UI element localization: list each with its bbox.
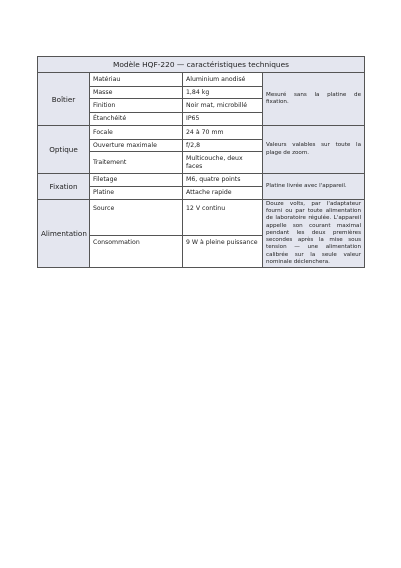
value-cell: f/2,8 (183, 140, 263, 152)
property-cell: Matériau (90, 73, 183, 87)
value-cell: 24 à 70 mm (183, 126, 263, 140)
value-cell: Multicouche, deux faces (183, 152, 263, 174)
value-cell: 12 V continu (183, 200, 263, 236)
table-title: Modèle HQF-220 — caractéristiques techniques (38, 57, 365, 73)
group-note-optique: Valeurs valables sur toute la plage de zoom. (263, 126, 365, 174)
group-note-boitier: Mesuré sans la platine de fixation. (263, 73, 365, 126)
property-cell: Finition (90, 99, 183, 113)
property-cell: Platine (90, 187, 183, 200)
table-row (38, 73, 365, 87)
property-cell: Focale (90, 126, 183, 140)
property-cell: Source (90, 200, 183, 236)
property-cell: Traitement (90, 152, 183, 174)
group-note-fixation: Platine livrée avec l'appareil. (263, 174, 365, 200)
table-row (38, 200, 365, 236)
property-cell: Filetage (90, 174, 183, 187)
value-cell: Aluminium anodisé (183, 73, 263, 87)
value-cell: Attache rapide (183, 187, 263, 200)
group-label-boitier: Boîtier (38, 73, 90, 126)
group-label-fixation: Fixation (38, 174, 90, 200)
spec-table (37, 56, 365, 268)
value-cell: 1,84 kg (183, 87, 263, 99)
table-row (38, 126, 365, 140)
table-row (38, 174, 365, 187)
value-cell: Noir mat, microbillé (183, 99, 263, 113)
group-note-alimentation: Douze volts, par l'adaptateur fourni ou par toute alimentation de laboratoire régulée. L'appareil appelle son courant maximal pendant les deux premières secondes après la mise sous tension — une alimentation calibrée sur la seule valeur nominale déclenchera. (263, 200, 365, 268)
property-cell: Ouverture maximale (90, 140, 183, 152)
property-cell: Masse (90, 87, 183, 99)
property-cell: Étanchéité (90, 113, 183, 126)
property-cell: Consommation (90, 236, 183, 268)
value-cell: IP65 (183, 113, 263, 126)
group-label-optique: Optique (38, 126, 90, 174)
value-cell: M6, quatre points (183, 174, 263, 187)
group-label-alimentation: Alimentation (38, 200, 90, 268)
value-cell: 9 W à pleine puissance (183, 236, 263, 268)
